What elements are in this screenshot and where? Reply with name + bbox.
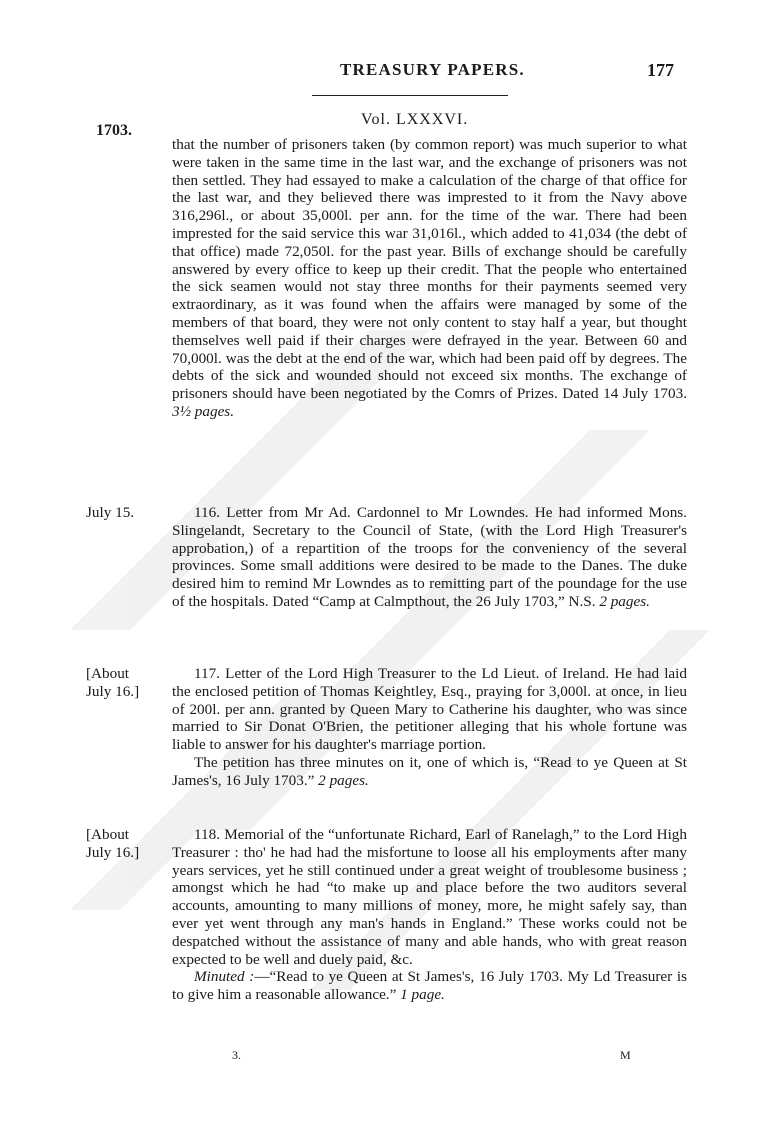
entry-118	[172, 826, 687, 1004]
margin-date	[86, 665, 160, 701]
running-title: TREASURY PAPERS.	[340, 60, 525, 79]
entry-116	[172, 504, 687, 611]
signature-letter: M	[620, 1048, 631, 1062]
entry-note: —“Read to ye Queen at St James's, 16 July 1703. My Ld Treasurer is to give him a reasonable allowance.”	[172, 968, 688, 1004]
continued-entry	[172, 136, 687, 421]
entry-pages: 2 pages.	[599, 592, 650, 610]
entry-pages: 3½ pages.	[172, 402, 235, 420]
minuted-label: Minuted :	[194, 968, 255, 986]
entry-text: Memorial of the “unfortunate Richard, Earl of Ranelagh,” to the Lord High Treasurer : tho' he had had the misfortune to loose all his employments after many years services, yet he still continued under a great weight of troublesome business ; amongst which he had “to make up and place before the two auditors several accounts, amounting to many millions of money, more, he might safely say, than ever yet went through any man's hands in England.” These works could not be despatched without the assistance of many and able hands, who with great reason expected to be well and duely paid, &c.	[172, 826, 687, 968]
margin-date-line: July 15.	[86, 504, 135, 521]
entry-pages: 2 pages.	[318, 771, 369, 789]
volume-heading: Vol. LXXXVI.	[361, 111, 469, 128]
entry-number: 116.	[194, 504, 221, 521]
page-number: 177	[647, 60, 674, 80]
margin-date-line: [About	[86, 665, 130, 682]
entry-pages: 1 page.	[400, 986, 445, 1004]
entry-text: Letter of the Lord High Treasurer to the Ld Lieut. of Ireland. He had laid the enclosed petition of Thomas Keightley, Esq., praying for 3,000l. at once, in lieu of 200l. per ann. granted by Queen Mary to Catherine his daughter, who was since married to Sir Donat O'Brien, the petitioner alleging that his whole fortune was liable to answer for his daughter's marriage portion.	[172, 665, 687, 754]
entry-text: Letter from Mr Ad. Cardonnel to Mr Lowndes. He had informed Mons. Slingelandt, Secretary to the Council of State, (with the Lord High Treasurer's approbation,) of a repartition of the troops for the conveniency of the several provinces. Some small additions were desired to be made to the Danes. The duke desired him to remind Mr Lowndes as to remitting part of the poundage for the use of the hospitals. Dated “Camp at Calmpthout, the 26 July 1703,” N.S.	[172, 504, 688, 610]
entry-117	[172, 665, 687, 790]
header-rule	[312, 95, 508, 96]
signature-mark: 3.	[232, 1048, 241, 1062]
page-header	[0, 60, 768, 88]
entry-note: The petition has three minutes on it, one of which is, “Read to ye Queen at St James's, 16 July 1703.”	[172, 753, 687, 789]
entry-number: 117.	[194, 665, 221, 682]
margin-date	[86, 504, 160, 522]
entry-text: that the number of prisoners taken (by common report) was much superior to what were taken in the same time in the last war, and the exchange of prisoners was not then settled. They had essayed to make a calculation of the charge of that office for the last war, and they believed there was imprested to it from the Navy above 316,296l., or about 35,000l. per ann. for the time of the war. There had been imprested for the said service this war 31,016l., which added to 41,034 (the debt of that office) made 72,050l. for the past year. Bills of exchange should be carefully answered by every office to keep up their credit. That the people who entertained the sick seamen would not stay three months for their payments seemed very extraordinary, as it was found when the affairs were managed by some of the members of that board, they were not only content to stay half a year, but thought themselves well paid if their charges were defrayed in the year. Between 60 and 70,000l. was the debt at the end of the war, which had been paid off by degrees. The debts of the sick and wounded should not exceed six months. The exchange of prisoners should have been negotiated by the Comrs of Prizes. Dated 14 July 1703.	[172, 136, 687, 403]
margin-date-line: July 16.]	[86, 843, 140, 861]
margin-date	[86, 826, 160, 862]
margin-date-line: [About	[86, 826, 130, 843]
margin-date-line: July 16.]	[86, 682, 140, 700]
entry-number: 118.	[194, 826, 221, 843]
margin-year: 1703.	[96, 122, 132, 139]
